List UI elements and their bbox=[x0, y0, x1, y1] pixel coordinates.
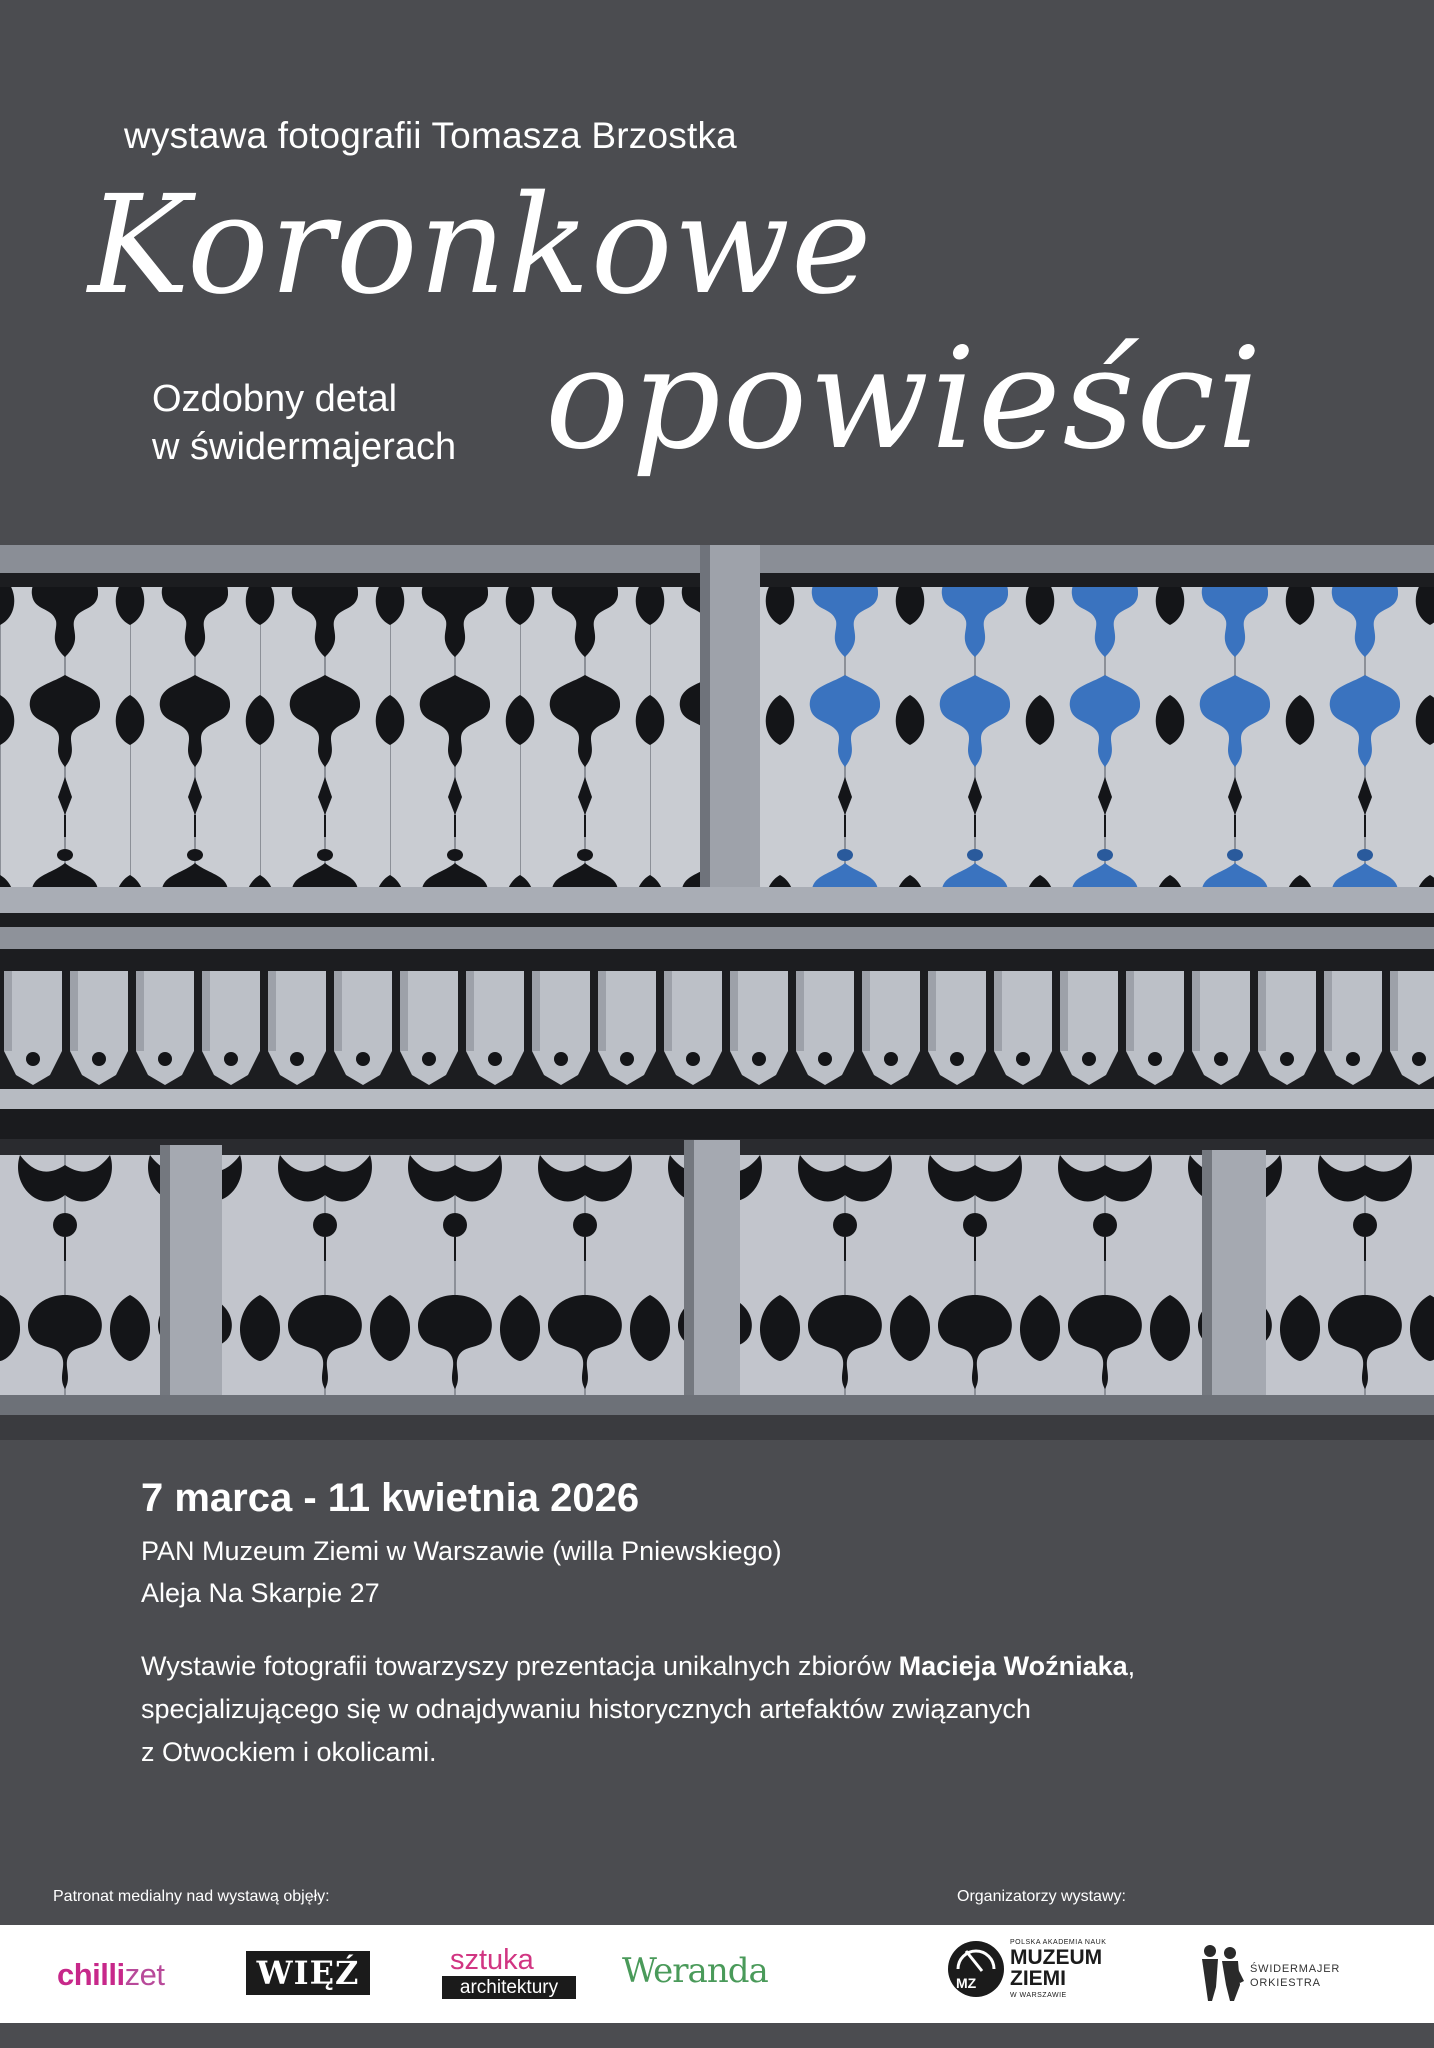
chillizet-logo-part-1: chilli bbox=[57, 1957, 125, 1992]
railing-photo bbox=[0, 545, 1434, 1440]
exhibition-dates: 7 marca - 11 kwietnia 2026 bbox=[141, 1476, 640, 1520]
muzeum-ziemi-pan: POLSKA AKADEMIA NAUK bbox=[1010, 1939, 1107, 1946]
wiez-logo: WIĘŹ bbox=[246, 1951, 370, 1995]
collector-name: Macieja Woźniaka bbox=[898, 1651, 1128, 1681]
description-line-1 bbox=[141, 1651, 1135, 1682]
muzeum-ziemi-word-2: ZIEMI bbox=[1010, 1967, 1066, 1990]
detail-line-1: Ozdobny detal bbox=[152, 378, 398, 420]
chillizet-logo-part-2: zet bbox=[124, 1957, 165, 1992]
description-line-3: z Otwockiem i okolicami. bbox=[141, 1737, 437, 1767]
venue: PAN Muzeum Ziemi w Warszawie (willa Pniewskiego) bbox=[141, 1536, 782, 1566]
sztuka-logo-bottom: architektury bbox=[442, 1976, 576, 1999]
organizers-label: Organizatorzy wystawy: bbox=[957, 1888, 1126, 1905]
description-punctuation: , bbox=[1127, 1651, 1136, 1681]
patronage-label: Patronat medialny nad wystawą objęły: bbox=[53, 1888, 330, 1905]
muzeum-ziemi-mark: MZ bbox=[956, 1975, 977, 1991]
sztuka-architektury-logo bbox=[442, 1945, 576, 2001]
sztuka-logo-top: sztuka bbox=[450, 1944, 534, 1976]
muzeum-ziemi-emblem bbox=[948, 1941, 1004, 1997]
title-line-1: Koronkowe bbox=[88, 167, 873, 325]
musicians-icon bbox=[1196, 1941, 1246, 2003]
muzeum-ziemi-city: W WARSZAWIE bbox=[1010, 1992, 1067, 1999]
chillizet-logo bbox=[57, 1957, 165, 1993]
logo-strip bbox=[0, 1925, 1434, 2023]
muzeum-ziemi-logo bbox=[948, 1937, 1128, 2007]
weranda-logo: Weranda bbox=[622, 1951, 768, 1991]
swidermajer-orkiestra-logo bbox=[1196, 1941, 1341, 2007]
orkiestra-text-1: ŚWIDERMAJER bbox=[1250, 1963, 1341, 1975]
detail-line-2: w świdermajerach bbox=[152, 426, 457, 468]
description-line-2: specjalizującego się w odnajdywaniu historycznych artefaktów związanych bbox=[141, 1694, 1031, 1724]
orkiestra-text-2: ORKIESTRA bbox=[1250, 1977, 1321, 1989]
title-line-2: opowieści bbox=[545, 318, 1264, 481]
description-text: Wystawie fotografii towarzyszy prezentacja unikalnych zbiorów bbox=[141, 1651, 899, 1681]
exhibition-subtitle: wystawa fotografii Tomasza Brzostka bbox=[124, 115, 737, 156]
muzeum-ziemi-word-1: MUZEUM bbox=[1010, 1946, 1103, 1969]
address: Aleja Na Skarpie 27 bbox=[141, 1578, 380, 1608]
